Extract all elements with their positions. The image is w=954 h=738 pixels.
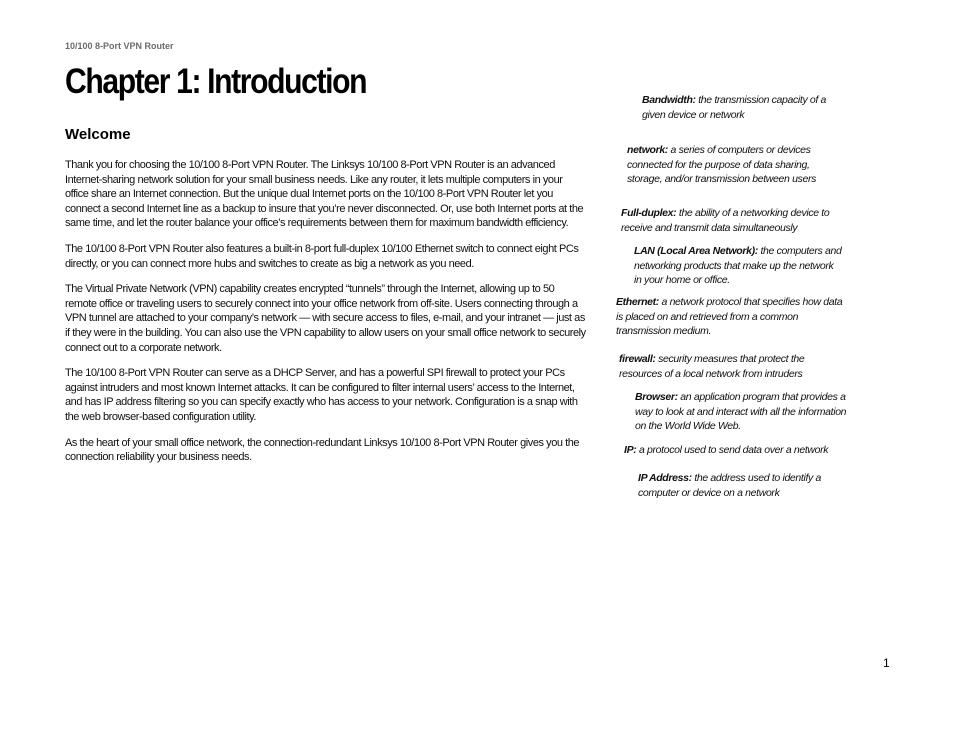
glossary-term: Full-duplex:: [621, 207, 677, 219]
glossary-term: Bandwidth:: [642, 94, 696, 106]
glossary-entry-firewall: [619, 352, 829, 381]
glossary-term: firewall:: [619, 353, 656, 365]
chapter-title: Chapter 1: Introduction: [65, 62, 367, 101]
glossary-entry-full-duplex: [621, 206, 851, 235]
glossary-definition: the computers and networking products that make up the network in your home or office.: [634, 245, 842, 287]
page-number: 1: [883, 656, 890, 670]
glossary-term: Ethernet:: [616, 296, 659, 308]
glossary-term: IP Address:: [638, 472, 692, 484]
glossary-entry-ethernet: [616, 295, 846, 339]
glossary-term: network:: [627, 144, 668, 156]
paragraph: As the heart of your small office network, the connection-redundant Linksys 10/100 8-Port VPN Router gives you the connection reliability your business needs.: [65, 436, 580, 464]
glossary-term: LAN (Local Area Network):: [634, 245, 758, 257]
glossary-definition: an application program that provides a way to look at and interact with all the information on the World Wide Web.: [635, 391, 847, 433]
glossary-entry-ip: [624, 443, 869, 458]
paragraph: The 10/100 8-Port VPN Router can serve as a DHCP Server, and has a powerful SPI firewall to protect your PCs against intruders and most known Internet attacks. It can be configured to filter internal users’ access to the Internet, and has IP address filtering so you can specify exactly who has access to your network. Configuration is a snap with the web browser-based configuration utility.: [65, 367, 578, 423]
glossary-definition: a series of computers or devices connected for the purpose of data sharing, storage, and/or transmission between users: [627, 144, 816, 186]
glossary-definition: the address used to identify a computer or device on a network: [638, 472, 821, 499]
body-text: [65, 158, 587, 476]
glossary-entry-browser: [635, 390, 850, 434]
glossary-definition: a protocol used to send data over a network: [638, 444, 829, 456]
glossary-entry-lan: [634, 244, 842, 288]
glossary-definition: the ability of a networking device to receive and transmit data simultaneously: [621, 207, 830, 234]
glossary-entry-ip-address: [638, 471, 843, 500]
running-header: 10/100 8-Port VPN Router: [65, 41, 174, 51]
glossary-definition: the transmission capacity of a given device or network: [642, 94, 827, 121]
glossary-entry-network: [627, 143, 837, 187]
glossary-definition: security measures that protect the resources of a local network from intruders: [619, 353, 805, 380]
glossary-term: IP:: [624, 444, 637, 456]
glossary-definition: a network protocol that specifies how data is placed on and retrieved from a common transmission medium.: [616, 296, 843, 338]
glossary-entry-bandwidth: [642, 93, 842, 122]
paragraph: The 10/100 8-Port VPN Router also features a built-in 8-port full-duplex 10/100 Ethernet switch to connect eight PCs directly, or you can connect more hubs and switches to create as big a network as you need.: [65, 242, 579, 270]
paragraph: The Virtual Private Network (VPN) capability creates encrypted “tunnels” through the Internet, allowing up to 50 remote office or traveling users to securely connect into your office network from off-site. Users connecting through a VPN tunnel are attached to your company’s network — with secure access to files, e-mail, and your intranet — just as if they were in the building. You can also use the VPN capability to allow users on your small office network to securely connect out to a corporate network.: [65, 283, 586, 354]
paragraph: Thank you for choosing the 10/100 8-Port VPN Router. The Linksys 10/100 8-Port VPN Router is an advanced Internet-sharing network solution for your small business needs. Like any router, it lets multiple computers in your office share an Internet connection. But the unique dual Internet ports on the 10/100 8-Port VPN Router let you connect a second Internet line as a backup to insure that you’re never disconnected. Or, use both Internet ports at the same time, and let the router balance your office’s requirements between them for maximum bandwidth efficiency.: [65, 159, 584, 230]
section-heading: Welcome: [65, 126, 131, 143]
glossary-term: Browser:: [635, 391, 678, 403]
